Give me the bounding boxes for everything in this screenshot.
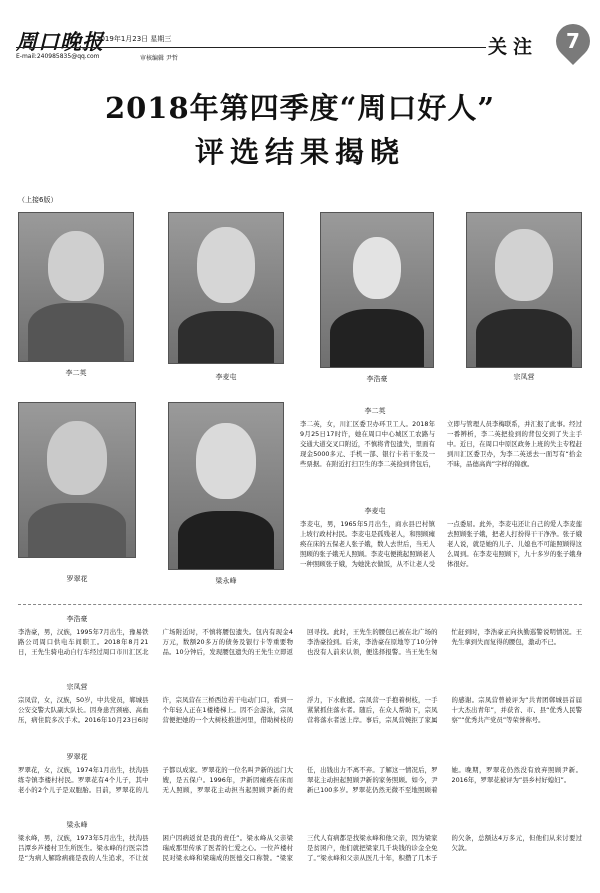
story-text-li-maitun: 李麦屯，男，1965年5月出生，商水县巴村镇上坡行政村村民。李麦屯是孤残老人，和照顾瘫痪在床的五保老人张子娥，数人去世后，当无人照顾的张子娥无人照顾。李麦屯便挑起照顾老人一种照顾张子娥，为她洗衣做饭，从不让老人受一点委屈。此外，李麦屯还让自己的爱人李麦莲去照顾张子娥，把老人打扮得干干净净。张子娥老人说，就是她的儿子、儿媳也不可能照顾得这么周到。在李麦屯照顾下，九十多岁的张子娥身体很好。 (300, 520, 582, 568)
story-text-li-haohao: 李浩豪，男，汉族，1995年7月出生，豫易铁路公司周口供电车间职工。2018年8月21日，王先生骑电动自行车经过周口市川汇区北广场附近时，不慎将腰包遗失。包内有现金4万元，数额20多万的债务及银行卡等重要物品。10分钟后，发现腰包遗失的王先生立即返回寻找。此时，王先生的腰包已被在北广场的李浩豪捡到。后来，李浩豪在原地等了10分钟也没有人前来认领，便选择报警。当王先生匆忙赶到时，李浩豪正向执勤巡警说明情况。王先生拿到失而复得的腰包，激动不已。 (18, 628, 582, 656)
story-head-li-haohao: 李浩豪 (66, 615, 88, 623)
portrait-liang-yongfeng (168, 402, 284, 570)
caption-li-haohao: 李浩豪 (366, 375, 388, 383)
masthead (0, 0, 600, 70)
page-number: 7 (566, 29, 580, 53)
portrait-zong-fengying (466, 212, 582, 368)
section-label: 关注 (488, 36, 539, 58)
portrait-li-erying (18, 212, 134, 362)
story-head-liang-yongfeng: 梁永峰 (66, 821, 88, 829)
story-head-luo-cuihua: 罗翠花 (66, 753, 88, 761)
caption-li-erying: 李二英 (65, 369, 87, 377)
portrait-li-haohao (320, 212, 434, 368)
section-divider (18, 604, 582, 605)
caption-luo-cuihua: 罗翠花 (66, 575, 88, 583)
masthead-rule (16, 47, 486, 48)
headline-line-2: 评选结果揭晓 (194, 135, 405, 169)
story-text-luo-cuihua: 罗翠花，女，汉族，1974年1月出生，扶沟县练寺镇李楼村村民。罗翠花有4个儿子，其中老小的2个儿子是双胞胎。目前，罗翠花的儿子都以成家。罗翠花的一位名叫尹新的远门大嫂，是五保户。1996年，尹新因瘫痪在床而无人照顾，罗翠花主动担当起照顾尹新的责任，出钱出力不离不弃。了解这一情况后，罗翠花主动担起照顾尹新的家务照顾。如今，尹新已100多岁。罗翠花仍然无微不至地照顾着她。晚期，罗翠花仍然没有放弃照顾尹新。2016年，罗翠花被评为“县乡村好媳妇”。 (18, 766, 582, 794)
caption-zong-fengying: 宗凤营 (513, 373, 535, 381)
newspaper-logo: 周口晚报 (16, 29, 104, 54)
editor-credit: 审核编辑 尹哲 (140, 55, 178, 62)
story-head-li-maitun: 李麦屯 (364, 507, 386, 515)
contact-email: E-mail:240985835@qq.com (16, 53, 100, 60)
headline-line-1: 2018年第四季度“周口好人” (104, 91, 496, 125)
story-text-li-erying: 李二英，女，川汇区委卫办环卫工人。2018年9月25日17时许，她在周口中心城区工农路与交通大道交叉口附近，不慎将背包遗失，里面有现金5000多元、手机一部、银行卡若干张及一些票据。在附近打扫卫生的李二英捡到背包后，立即与管理人员李梅联系，并汇报了此事。经过一番辨析，李二英把捡到的背包交到了失主手中。近日，在周口中原区政务上班的失主专程赶到川汇区委卫办，为李二英送去一面写有“拾金不昧，品德高尚”字样的锦旗。 (300, 420, 582, 468)
story-text-zong-fengying: 宗凤营，女，汉族，50岁，中共党员，郸城县公安交警大队副大队长。因身患宫颈癌、高血压，病住院多次手术。2016年10月23日6时许，宗凤营在三桥西边若干电动门口，看到一个年轻人正在1楼楼梯上。因不会游泳，宗凤营便把她的一个大树枝推进河里，借助树枝的浮力，下水救援。宗凤营一手抱着树枝，一手紧紧抓住落水者。随后，在众人帮助下，宗凤营将落水者送上岸。事后，宗凤营婉拒了家属的感谢。宗凤营曾被评为“共青团郸城县首届十大杰出青年”，并获省、市、县“优秀人民警察”“优秀共产党员”等荣誉称号。 (18, 696, 582, 724)
caption-li-maitun: 李麦屯 (215, 373, 237, 381)
story-text-liang-yongfeng: 梁永峰，男，汉族，1973年5月出生，扶沟县吕潭乡芦楼村卫生所医生。梁永峰的行医宗旨是“为病人解除病痛是我的人生追求，不让贫困户因病返贫是我的责任”。梁永峰从父亲梁瑞成那里传承了医者的仁爱之心。一位芦楼村民对梁永峰和梁瑞成的医德交口称赞。“梁家三代人有病都是找梁永峰和他父亲，因为梁家是贫困户，他们就把梁家几千块钱的诊金全免了。”梁永峰和父亲从医几十年，积攒了几本子的欠条，总额达4万多元，但他们从来讨要过欠款。 (18, 834, 582, 862)
story-head-li-erying: 李二英 (364, 407, 386, 415)
caption-liang-yongfeng: 梁永峰 (215, 577, 237, 585)
story-head-zong-fengying: 宗凤营 (66, 683, 88, 691)
portrait-li-maitun (168, 212, 284, 364)
issue-date: 2019年1月23日 星期三 (96, 35, 172, 43)
page-number-badge (549, 17, 597, 65)
continued-note: （上接6版） (18, 196, 58, 204)
portrait-luo-cuihua (18, 402, 136, 558)
